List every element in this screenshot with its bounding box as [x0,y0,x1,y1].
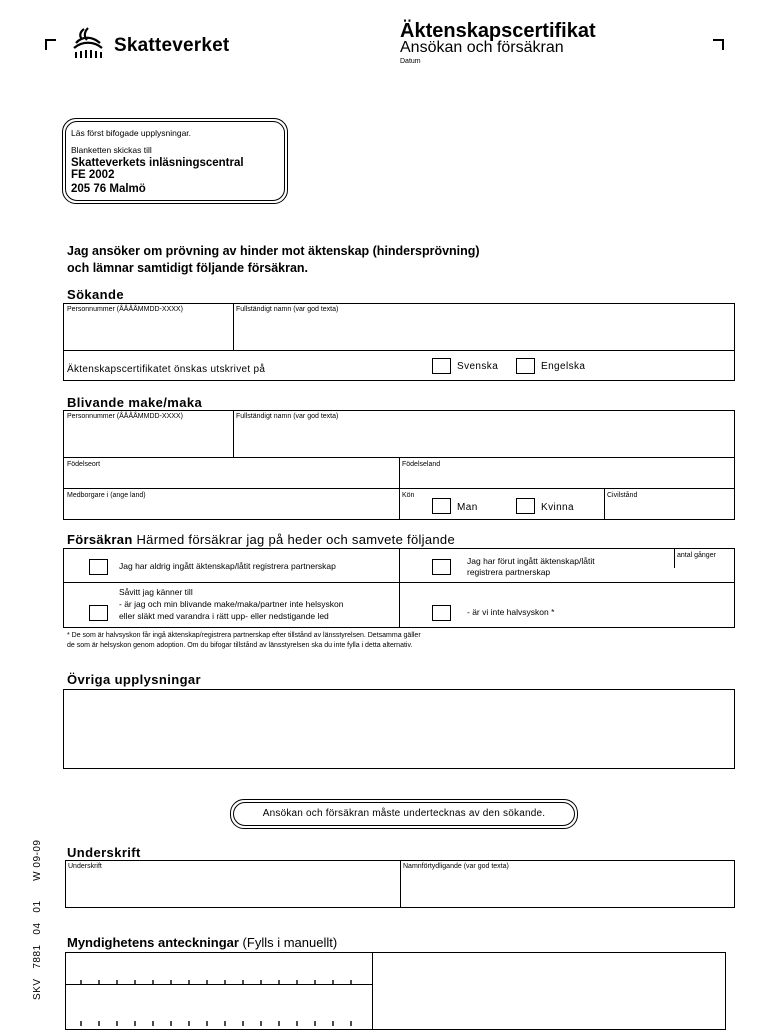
previously-married-checkbox[interactable] [432,559,451,575]
knowledge-line-2: - är jag och min blivande make/maka/partner inte helsyskon [119,599,344,609]
swedish-label: Svenska [457,361,499,372]
birthcountry-field[interactable] [401,471,737,489]
authority-heading [67,935,337,950]
man-checkbox[interactable] [432,498,451,514]
applicant-heading: Sökande [67,287,124,302]
not-half-siblings-checkbox[interactable] [432,605,451,621]
times-field[interactable] [676,562,737,582]
intro-line-2: och lämnar samtidigt följande försäkran. [67,261,309,275]
address-instruction: Läs först bifogade upplysningar. [71,128,192,138]
applicant-name-field[interactable] [235,320,737,350]
signature-notice [230,799,578,829]
authority-ticks [65,978,372,986]
other-info-field[interactable] [63,689,735,769]
footnote-line-2: de som är helsyskon genom adoption. Om du bifogar tillstånd av länsstyrelsen ska du inte fylla i detta alternativ. [67,642,413,649]
civil-status-label: Civilstånd [607,492,638,499]
english-label: Engelska [541,361,586,372]
swedish-checkbox[interactable] [432,358,451,374]
address-box [62,118,288,204]
form-subtitle: Ansökan och försäkran [400,39,564,56]
address-postal: 205 76 Malmö [71,183,146,195]
clarification-label: Namnförtydligande (var god texta) [403,863,509,870]
other-info-heading: Övriga upplysningar [67,672,202,687]
citizenship-label: Medborgare i (ange land) [67,492,146,499]
times-label: antal gånger [677,552,716,559]
address-recipient: Skatteverkets inläsningscentral [71,157,244,169]
previously-married-label-1: Jag har förut ingått äktenskap/låtit [467,556,595,566]
declaration-heading-rest: Härmed försäkrar jag på heder och samvete följande [136,532,455,547]
birthplace-label: Födelseort [67,461,101,468]
form-code-vertical: SKV 7881 04 01 W 09-09 [32,839,43,1000]
intro-line-1: Jag ansöker om prövning av hinder mot äktenskap (hindersprövning) [67,244,480,258]
signature-field-label: Underskrift [68,863,102,870]
knowledge-line-3: eller släkt med varandra i rätt upp- eller nedstigande led [119,611,329,621]
authority-heading-rest: (Fylls i manuellt) [242,935,338,950]
spouse-heading: Blivande make/maka [67,395,203,410]
clarification-field[interactable] [402,874,737,908]
spouse-name-field[interactable] [235,427,737,457]
signature-heading: Underskrift [67,845,141,860]
birthplace-field[interactable] [64,471,401,489]
declaration-heading-bold: Försäkran [67,532,133,547]
crown-logo-icon [70,26,108,60]
applicant-name-label: Fullständigt namn (var god texta) [236,306,339,313]
address-send-to: Blanketten skickas till [71,145,152,155]
not-related-checkbox[interactable] [89,605,108,621]
applicant-pnr-field[interactable] [64,320,236,350]
language-label: Äktenskapscertifikatet önskas utskrivet på [67,364,266,375]
sex-label: Kön [402,492,415,499]
declaration-heading [67,532,455,547]
corner-mark-top-right [713,39,724,50]
never-married-label: Jag har aldrig ingått äktenskap/låtit registrera partnerskap [119,561,336,571]
footnote-line-1: * De som är halvsyskon får ingå äktenskap/registrera partnerskap efter tillstånd av länsstyrelsen. Detsamma gäller [67,632,421,639]
spouse-name-label: Fullständigt namn (var god texta) [236,413,339,420]
woman-label: Kvinna [541,502,574,513]
date-label: Datum [400,58,421,65]
applicant-pnr-label: Personnummer (ÅÅÅÅMMDD-XXXX) [67,306,183,313]
previously-married-label-2: registrera partnerskap [467,567,551,577]
corner-mark-top-left [45,39,56,50]
man-label: Man [457,502,478,513]
woman-checkbox[interactable] [516,498,535,514]
knowledge-line-1: Såvitt jag känner till [119,587,193,597]
civil-status-field[interactable] [606,502,737,521]
authority-heading-bold: Myndighetens anteckningar [67,935,239,950]
skatteverket-logo [70,26,110,62]
citizenship-field[interactable] [64,502,401,521]
signature-field[interactable] [66,874,402,908]
birthcountry-label: Födelseland [402,461,441,468]
never-married-checkbox[interactable] [89,559,108,575]
logo-text: Skatteverket [114,35,230,56]
spouse-pnr-field[interactable] [64,427,236,457]
address-box-number: FE 2002 [71,169,115,181]
form-title: Äktenskapscertifikat [400,20,596,42]
authority-ticks-lower [65,1014,372,1022]
spouse-pnr-label: Personnummer (ÅÅÅÅMMDD-XXXX) [67,413,183,420]
half-siblings-label: - är vi inte halvsyskon * [467,607,555,617]
english-checkbox[interactable] [516,358,535,374]
signature-notice-text: Ansökan och försäkran måste undertecknas av den sökande. [262,808,546,819]
